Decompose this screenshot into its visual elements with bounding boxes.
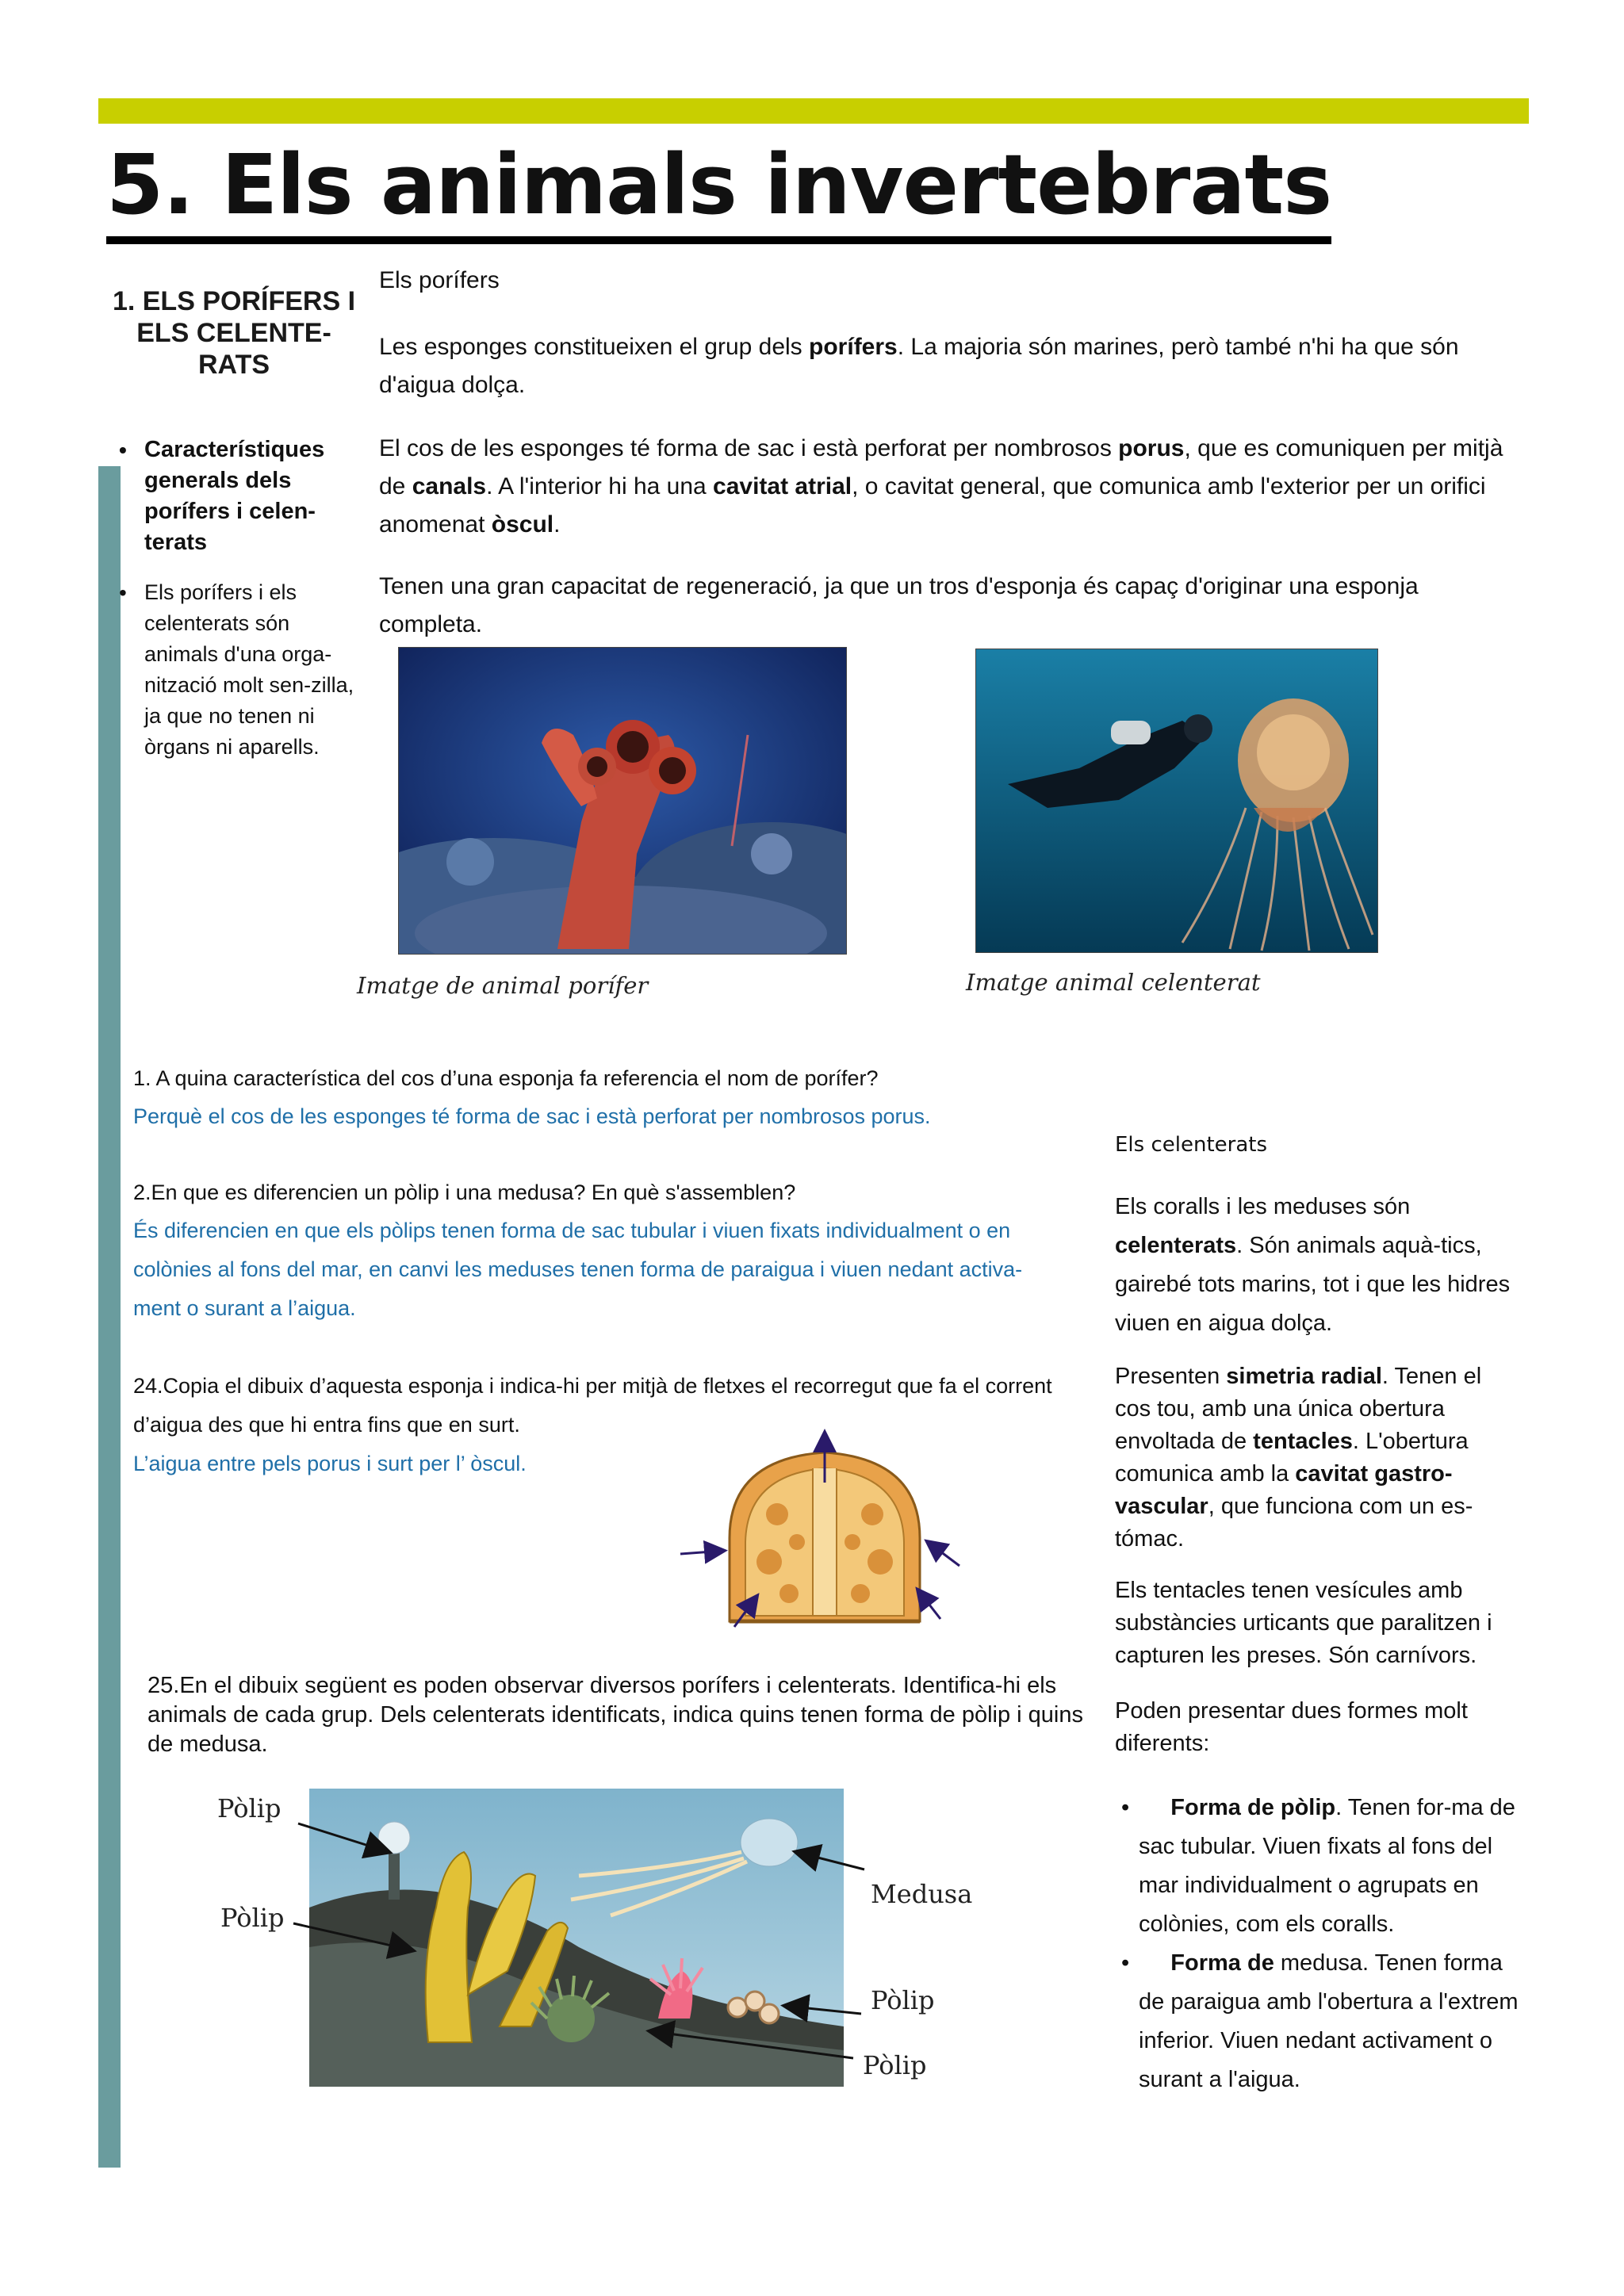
celenterats-paragraph-1: Els coralls i les meduses són celenterats. Són animals aquà-tics, gairebé tots marins, tot i que les hidres viuen en aigua dolça.: [1115, 1194, 1511, 1336]
porifer-caption: Imatge de animal porífer: [357, 972, 649, 999]
form-medusa-item: • Forma de medusa. Tenen forma de paraigua amb l'obertura a l'extrem inferior. Viuen nedant activament o surant a l'aigua.: [1121, 1950, 1519, 2092]
label-polip-2: Pòlip: [220, 1903, 285, 1933]
question-24: 24.Copia el dibuix d’aquesta esponja i indica-hi per mitjà de fletxes el recorregut que fa el corrent d’aigua des que hi entra fins que en surt.: [133, 1374, 1052, 1437]
label-polip-3: Pòlip: [871, 1985, 935, 2015]
label-polip-4: Pòlip: [863, 2050, 927, 2080]
sidebar-item-characteristics: • Característiques generals dels porífers i celen-terats: [119, 434, 357, 558]
celenterats-forms-list: [1121, 1789, 1522, 2099]
celenterats-paragraph-3: Els tentacles tenen vesícules amb substàncies urticants que paralitzen i capturen les preses. Són carnívors.: [1115, 1578, 1492, 1668]
celenterats-paragraph-2: Presenten simetria radial. Tenen el cos tou, amb una única obertura envoltada de tentacles. L'obertura comunica amb la cavitat gastro-vascular, que funciona com un es-tómac.: [1115, 1364, 1482, 1552]
porifers-paragraph-2: El cos de les esponges té forma de sac i està perforat per nombrosos porus, que es comuniquen per mitjà de canals. A l'interior hi ha una cavitat atrial, o cavitat general, que comunica amb l'exterior per un orifici anomenat òscul.: [379, 435, 1503, 538]
page-title: 5. Els animals invertebrats: [106, 133, 1331, 244]
section-heading: 1. ELS PORÍFERS I ELS CELENTE-RATS: [112, 286, 356, 380]
porifers-paragraph-3: Tenen una gran capacitat de regeneració, ja que un tros d'esponja és capaç d'originar una esponja completa.: [379, 573, 1419, 637]
celenterats-paragraph-4: Poden presentar dues formes molt diferents:: [1115, 1698, 1468, 1756]
sidebar-item-description: • Els porífers i els celenterats són animals d'una orga-nització molt sen-zilla, ja que no tenen ni òrgans ni aparells.: [119, 577, 357, 763]
answer-2: És diferencien en que els pòlips tenen forma de sac tubular i viuen fixats individualment o en colònies al fons del mar, en canvi les meduses tenen forma de paraigua i viuen nedant activa-ment o surant a l’aigua.: [133, 1219, 1023, 1320]
celenterats-heading: Els celenterats: [1115, 1133, 1268, 1157]
answer-1: Perquè el cos de les esponges té forma de sac i està perforat per nombrosos porus.: [133, 1104, 931, 1128]
celenterat-caption: Imatge animal celenterat: [966, 969, 1261, 996]
porifers-paragraph-1: Les esponges constitueixen el grup dels porífers. La majoria són marines, però també n'hi ha que són d'aigua dolça.: [379, 334, 1459, 398]
porifers-heading: Els porífers: [379, 267, 500, 293]
question-2: 2.En que es diferencien un pòlip i una medusa? En què s'assemblen?: [133, 1181, 796, 1204]
label-polip-1: Pòlip: [217, 1793, 282, 1823]
question-1: 1. A quina característica del cos d’una esponja fa referencia el nom de porífer?: [133, 1066, 879, 1090]
answer-24: L’aigua entre pels porus i surt per l’ òscul.: [133, 1452, 527, 1475]
question-25: 25.En el dibuix següent es poden observar diversos porífers i celenterats. Identifica-hi els animals de cada grup. Dels celenterats identificats, indica quins tenen forma de pòlip i quins de medusa.: [147, 1673, 1084, 1757]
label-medusa: Medusa: [871, 1879, 973, 1909]
form-polip-item: • Forma de pòlip. Tenen for-ma de sac tubular. Viuen fixats al fons del mar individualment o agrupats en colònies, com els coralls.: [1121, 1795, 1515, 1937]
